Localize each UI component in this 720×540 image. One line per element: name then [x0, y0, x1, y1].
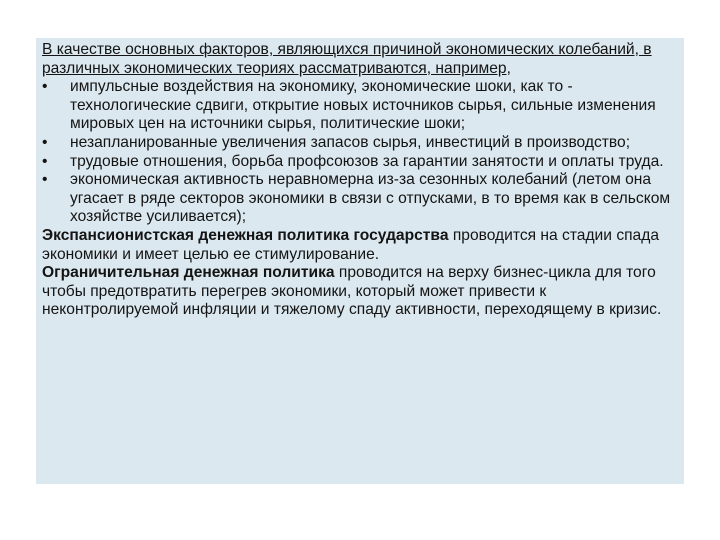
list-item-text: трудовые отношения, борьба профсоюзов за гарантии занятости и оплаты труда. [70, 152, 664, 170]
list-item-text: импульсные воздействия на экономику, экономические шоки, как то - технологические сдвиги, открытие новых источников сырья, сильные изменения мировых цен на источники сырья, политические шоки; [70, 78, 656, 133]
intro-paragraph: В качестве основных факторов, являющихся причиной экономических колебаний, в различных экономических теориях рассматриваются, например, [42, 41, 652, 77]
restrictive-policy-paragraph [42, 264, 680, 320]
slide-panel [36, 38, 684, 484]
bullet-icon: • [42, 171, 48, 189]
list-item [42, 134, 680, 153]
list-item-text: незапланированные увеличения запасов сырья, инвестиций в производство; [70, 133, 631, 151]
list-item [42, 171, 680, 227]
expansionary-policy-paragraph [42, 227, 680, 264]
list-item [42, 78, 680, 134]
restrictive-policy-term: Ограничительная денежная политика [42, 264, 335, 282]
expansionary-policy-text: проводится на стадии спада экономики и имеет целью ее стимулирование. [42, 226, 660, 263]
list-item-text: экономическая активность неравномерна из-за сезонных колебаний (летом она угасает в ряде секторов экономики в связи с отпусками, в то время как в сельском хозяйстве усиливается); [70, 171, 671, 226]
factors-list [42, 78, 680, 227]
bullet-icon: • [42, 152, 48, 170]
expansionary-policy-term: Экспансионистская денежная политика государства [42, 226, 449, 244]
bullet-icon: • [42, 133, 48, 151]
list-item [42, 153, 680, 172]
bullet-icon: • [42, 78, 48, 96]
text-block [42, 41, 680, 320]
restrictive-policy-text: проводится на верху бизнес-цикла для того чтобы предотвратить перегрев экономики, который может привести к неконтролируемой инфляции и тяжелому спаду активности, переходящему в кризис. [42, 264, 662, 319]
